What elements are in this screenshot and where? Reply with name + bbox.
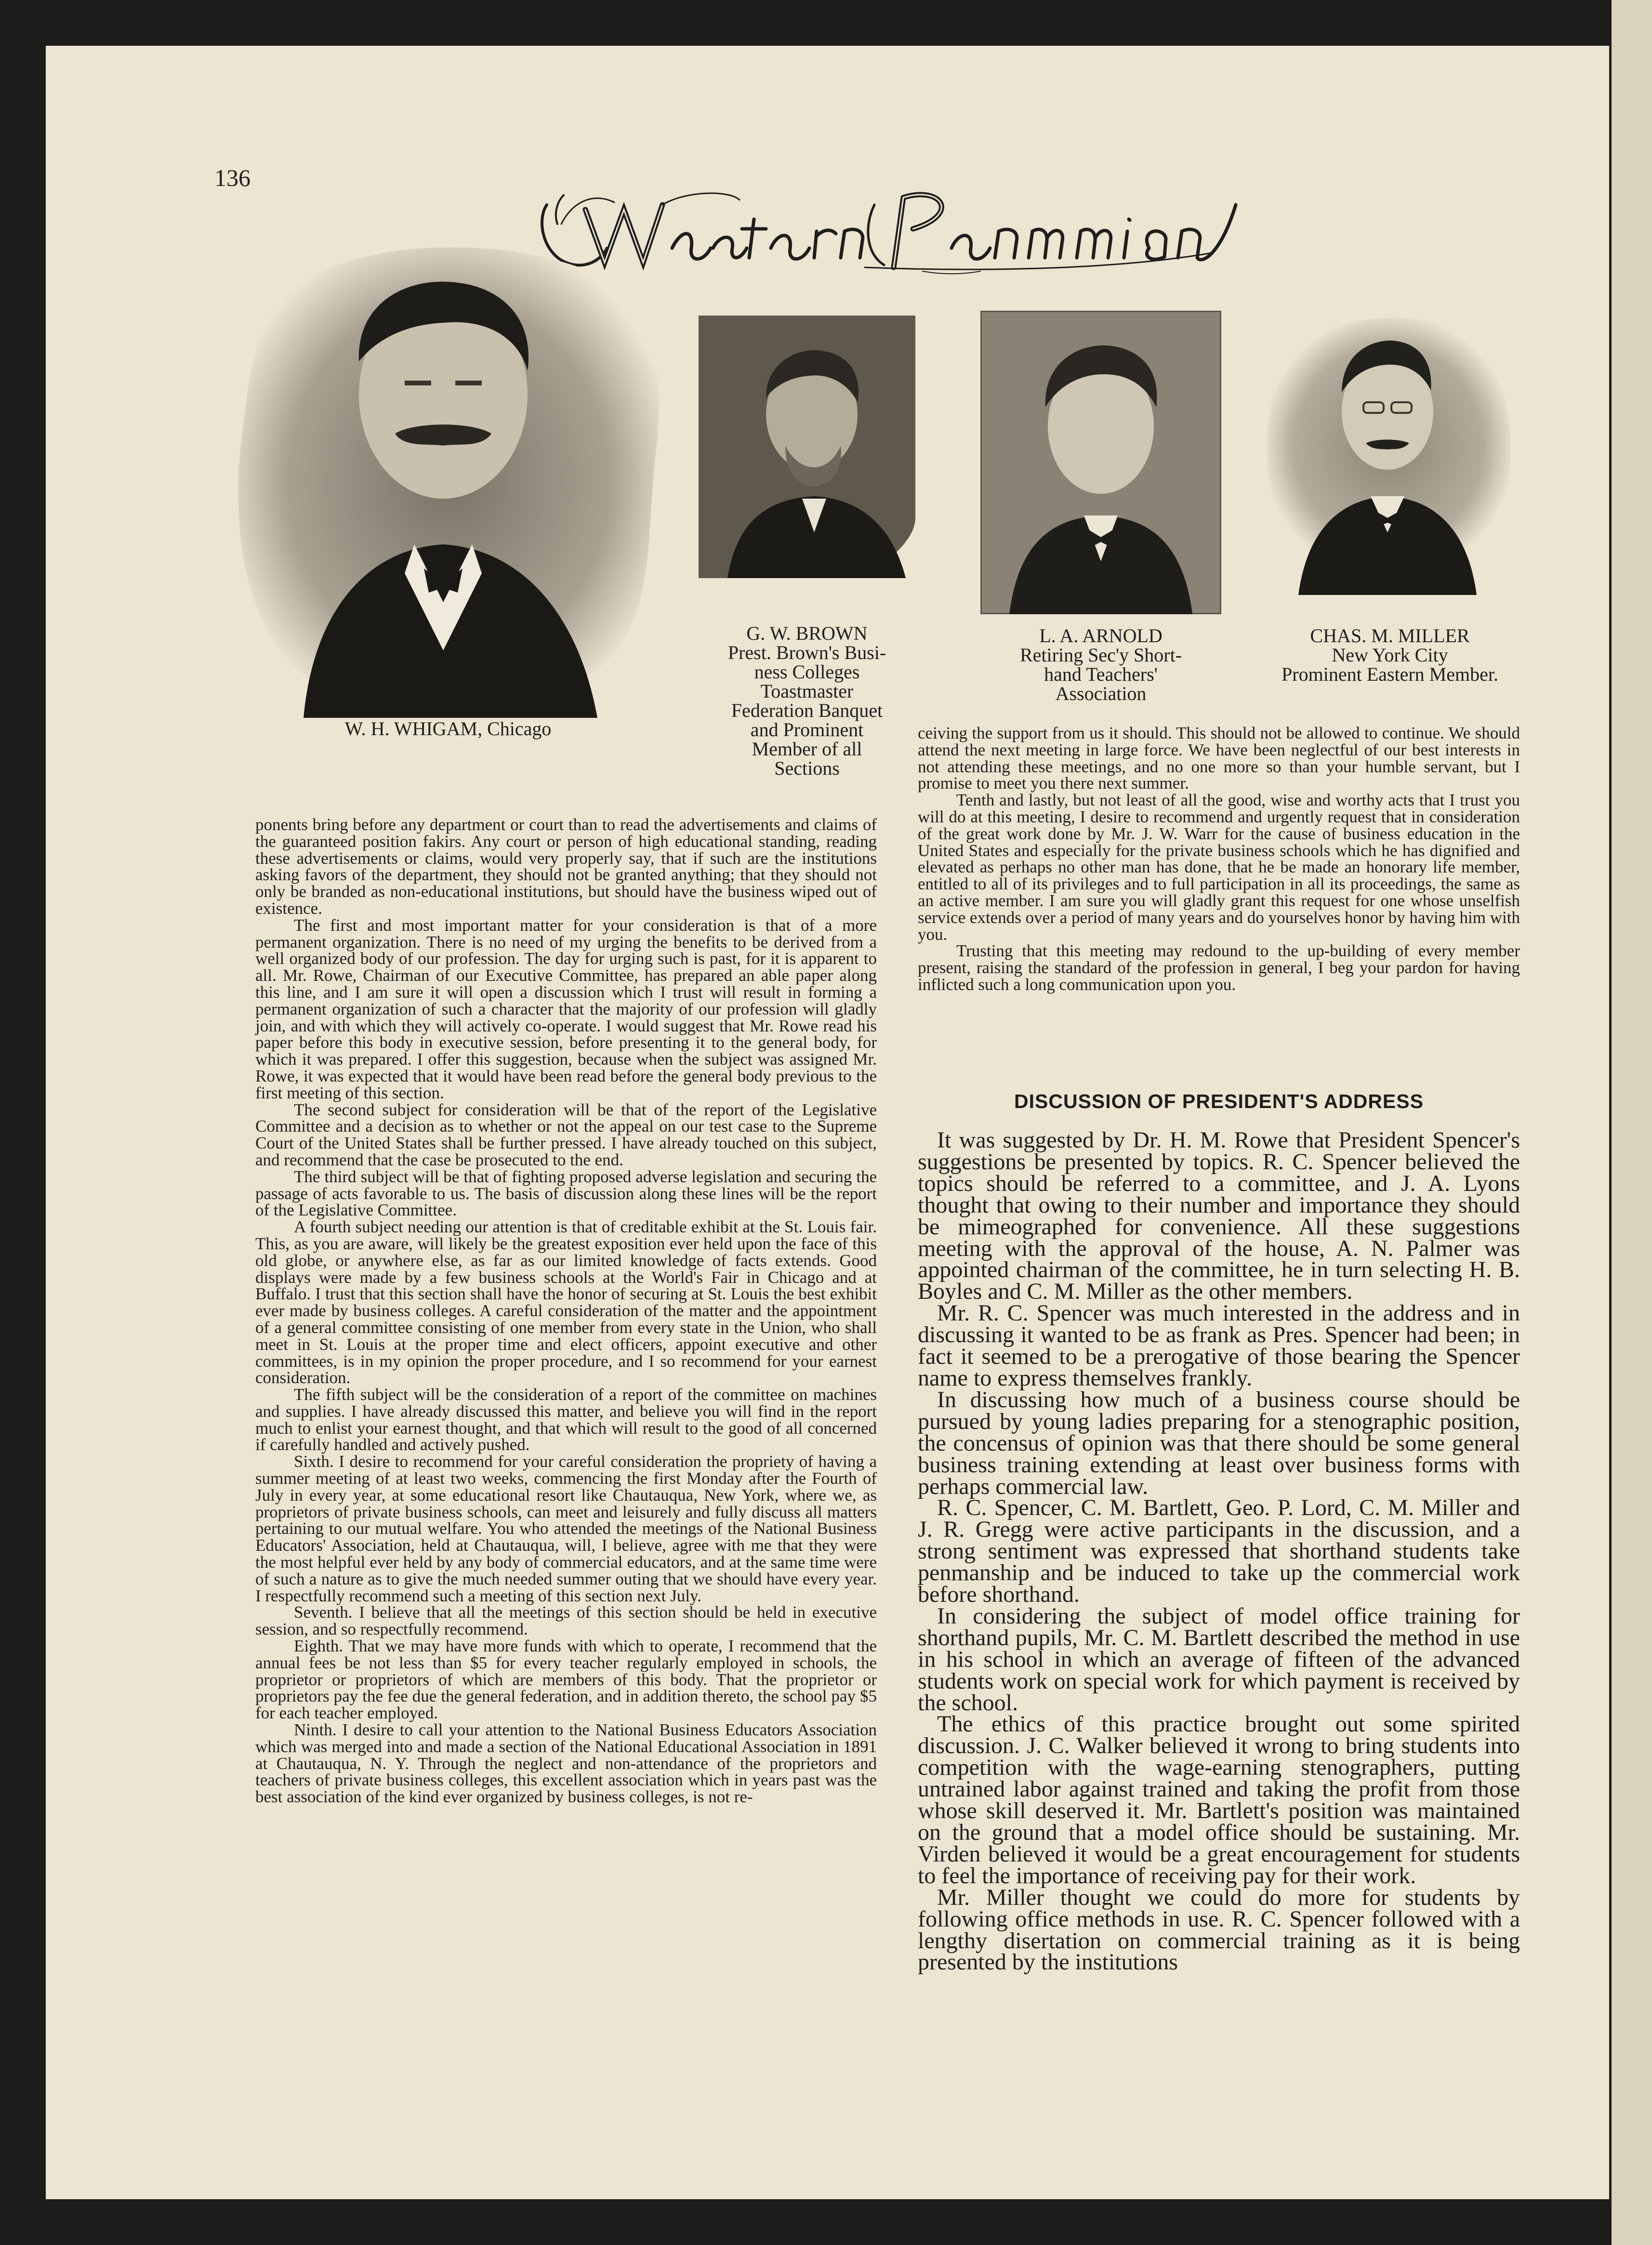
caption-miller [1221, 626, 1559, 684]
portrait-whigam [231, 236, 665, 732]
adjacent-page-edge [1612, 0, 1652, 2245]
paragraph: The fifth subject will be the consideration of a report of the committee on machines and supplies. I have already discussed this matter, and believe you will find in the report much to enlist your earnest thought, and that which will result to the good of all concerned if carefully handled and actively pushed. [255, 1385, 877, 1454]
paragraph: Sixth. I desire to recommend for your careful consideration the propriety of having a summer meeting of at least two weeks, commencing the first Monday after the Fourth of July in every year, at some educational resort like Chautauqua, New York, where we, as proprietors of private business schools, can meet and leisurely and fully discuss all matters pertaining to our mutual welfare. You who attended the meetings of the National Business Educators' Association, held at Chautauqua, will, I believe, agree with me that they were the most helpful ever held by any body of commercial educators, and at the same time were of such a nature as to give the much needed summer outing that we should have every year. I respectfully recommend such a meeting of this section next July. [255, 1452, 877, 1605]
caption-miller-line: New York City [1332, 644, 1448, 666]
caption-arnold-line: hand Teachers' [1044, 663, 1158, 685]
paragraph: ceiving the support from us it should. This should not be allowed to continue. We should attend the next meeting in large force. We have been neglectful of our best interests in not attending these meetings, and no one more so than your humble servant, but I promise to meet you there next summer. [918, 724, 1520, 793]
right-column-top-text [918, 725, 1520, 1082]
caption-arnold [980, 626, 1221, 703]
section-heading: DISCUSSION OF PRESIDENT'S ADDRESS [1014, 1090, 1424, 1112]
paragraph: The second subject for consideration will be that of the report of the Legislative Committee and a decision as to whether or not the appeal on our test case to the Supreme Court of the United States shall be further pressed. I have already touched on this subject, and recommend that the case be prosecuted to the end. [255, 1100, 877, 1169]
caption-brown-line: Toastmaster [760, 680, 854, 702]
paragraph: ponents bring before any department or court than to read the advertisements and claims of the guaranteed position fakirs. Any court or person of high educational standing, reading these advertisements or claims, would very properly say, that if such are the institutions asking favors of the department, they should not be granted anything; that they should not only be branded as non-educational institutions, but should have the business wiped out of existence. [255, 815, 877, 918]
caption-brown-line: Prest. Brown's Busi- [727, 642, 886, 663]
paragraph: Seventh. I believe that all the meetings of this section should be held in executive session, and so respectfully recommend. [255, 1603, 877, 1639]
paragraph: The ethics of this practice brought out some spirited discussion. J. C. Walker believed it wrong to bring students into competition with the wage-earning stenographers, putting untrained labor against trained and taking the profit from those whose skill deserved it. Mr. Bartlett's position was maintained on the ground that a model office should be sustaining. Mr. Virden believed it would be a great encouragement for students to feel the importance of receiving pay for their work. [918, 1711, 1520, 1888]
paragraph: The first and most important matter for your consideration is that of a more permanent organization. There is no need of my urging the benefits to be derived from a well organized body of our profession. The day for urging such is past, for it is apparent to all. Mr. Rowe, Chairman of our Executive Committee, has prepared an able paper along this line, and I am sure it will open a discussion which I trust will result in forming a permanent organization of such a character that the majority of our profession will gladly join, and with which they will actively co-operate. I would suggest that Mr. Rowe read his paper before this body in executive session, before presenting it to the general body, for which it was prepared. I offer this suggestion, because when the subject was assigned Mr. Rowe, it was expected that it would have been read before the general body previous to the first meeting of this section. [255, 915, 877, 1102]
caption-brown-name: G. W. BROWN [746, 622, 868, 644]
caption-brown-line: Sections [774, 757, 840, 779]
caption-miller-line: Prominent Eastern Member. [1282, 663, 1498, 685]
paragraph: A fourth subject needing our attention is that of creditable exhibit at the St. Louis fair. This, as you are aware, will likely be the greatest exposition ever held upon the face of this old globe, or anywhere else, as far as our limited knowledge of facts extends. Good displays were made by a few business schools at the World's Fair in Chicago and at Buffalo. I trust that this section shall have the honor of securing at St. Louis the best exhibit ever made by business colleges. A careful consideration of the matter and the appointment of a general committee consisting of one member from every state in the Union, who shall meet in St. Louis at the proper time and elect officers, appoint executive and other committees, is in my opinion the proper procedure, and I so recommend for your earnest consideration. [255, 1217, 877, 1387]
paragraph: The third subject will be that of fighting proposed adverse legislation and securing the passage of acts favorable to us. The basis of discussion along these lines will be the report of the Legislative Committee. [255, 1167, 877, 1220]
caption-miller-name: CHAS. M. MILLER [1310, 625, 1470, 647]
portrait-brown [699, 316, 915, 578]
page-number: 136 [214, 164, 251, 191]
caption-brown-line: Member of all [752, 738, 862, 760]
paragraph: Mr. R. C. Spencer was much interested in the address and in discussing it wanted to be as frank as Pres. Spencer had been; in fact it seemed to be a prerogative of those bearing the Spencer name to express themselves frankly. [918, 1300, 1520, 1391]
paragraph: Eighth. That we may have more funds with which to operate, I recommend that the annual fees be not less than $5 for every teacher regularly employed in schools, the proprietor or proprietors of which are members of this body. That the proprietor or proprietors pay the fee due the general federation, and in addition thereto, the school pay $5 for each teacher employed. [255, 1637, 877, 1723]
portrait-miller [1255, 306, 1520, 595]
caption-brown [687, 624, 927, 778]
paragraph: In discussing how much of a business course should be pursued by young ladies preparing for a stenographic position, the concensus of opinion was that there should be some general business training extending at least over business forms with perhaps commercial law. [918, 1387, 1520, 1499]
paragraph: Mr. Miller thought we could do more for students by following office methods in use. R. C. Spencer followed with a lengthy disertation on commercial training as it is being presented by the institutions [918, 1884, 1520, 1975]
portrait-arnold [980, 311, 1221, 614]
paragraph: Ninth. I desire to call your attention to the National Business Educators Association which was merged into and made a section of the National Educational Association in 1891 at Chautauqua, N. Y. Through the neglect and non-attendance of the proprietors and teachers of private business colleges, this excellent association which in years past was the best association of the kind ever organized by business colleges, is not re- [255, 1720, 877, 1807]
caption-arnold-line: Association [1055, 683, 1147, 704]
caption-brown-line: ness Colleges [754, 661, 860, 683]
caption-arnold-line: Retiring Sec'y Short- [1019, 644, 1182, 666]
paragraph: In considering the subject of model office training for shorthand pupils, Mr. C. M. Bartlett described the method in use in his school in which an average of fifteen of the advanced students work on special work for which payment is received by the school. [918, 1603, 1520, 1716]
paragraph: Trusting that this meeting may redound to the up-building of every member present, raising the standard of the profession in general, I beg your pardon for having inflicted such a long communication upon you. [918, 941, 1520, 994]
magazine-page [46, 46, 1609, 2199]
left-column-text [255, 817, 877, 2079]
caption-whigam: W. H. WHIGAM, Chicago [344, 718, 552, 740]
caption-brown-line: and Prominent [750, 719, 864, 740]
right-column-bottom-text [918, 1127, 1520, 2084]
paragraph: It was suggested by Dr. H. M. Rowe that President Spencer's suggestions be presented by topics. R. C. Spencer believed the topics should be referred to a committee, and J. A. Lyons thought that owing to their number and importance they should be mimeographed for convenience. All these suggestions meeting with the approval of the house, A. N. Palmer was appointed chairman of the committee, he in turn selecting H. B. Boyles and C. M. Miller as the other members. [918, 1127, 1520, 1305]
caption-brown-line: Federation Banquet [731, 700, 883, 721]
paragraph: R. C. Spencer, C. M. Bartlett, Geo. P. Lord, C. M. Miller and J. R. Gregg were active participants in the discussion, and a strong sentiment was expressed that shorthand students take penmanship and be induced to take up the commercial work before shorthand. [918, 1495, 1520, 1608]
paragraph: Tenth and lastly, but not least of all the good, wise and worthy acts that I trust you will do at this meeting, I desire to recommend and urgently request that in consideration of the great work done by Mr. J. W. Warr for the cause of business education in the United States and especially for the private business schools which he has dignified and elevated as perhaps no other man has done, that he be made an honorary life member, entitled to all of its privileges and to full participation in all its proceedings, the same as an active member. I am sure you will gladly grant this request for one whose unselfish service extends over a period of many years and do yourselves honor by having him with you. [918, 791, 1520, 944]
caption-arnold-name: L. A. ARNOLD [1039, 625, 1163, 647]
